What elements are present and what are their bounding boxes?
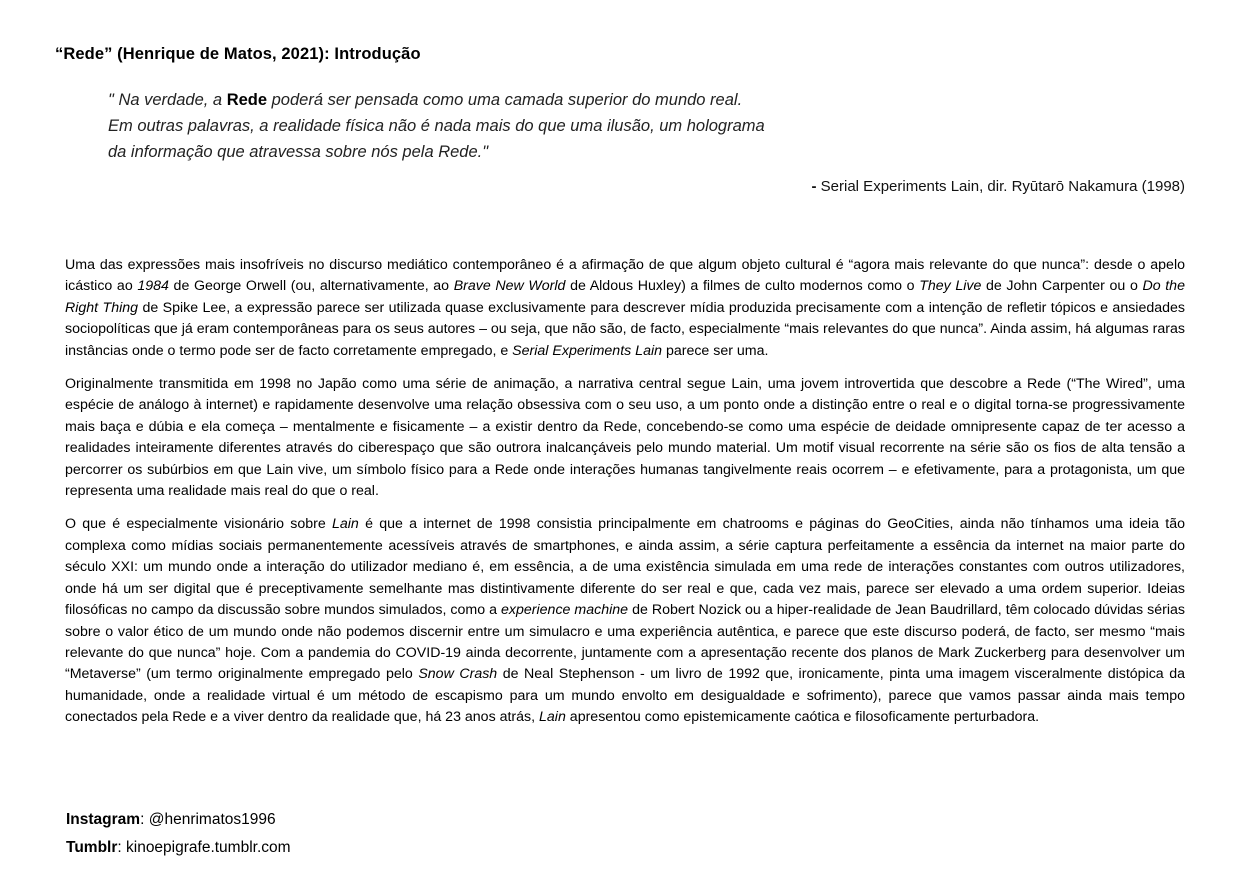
- quote-attribution: [812, 178, 1186, 195]
- italic-title: Do the Right Thing: [65, 278, 1185, 316]
- attribution-text: Serial Experiments Lain, dir. Ryūtarō Nakamura (1998): [816, 178, 1185, 195]
- text-run: de Spike Lee, a expressão parece ser utilizada quase exclusivamente para descrever mídia produzida precisamente com a intenção de refletir tópicos e ansiedades sociopolíticas que já eram contemporâneas para os seus autores – ou seja, que não são, de facto, especialmente “mais relevantes do que nunca”. Ainda assim, há algumas raras instâncias onde o termo pode ser de facto corretamente empregado, e: [65, 299, 1185, 359]
- quote-line-3: da informação que atravessa sobre nós pela Rede.": [108, 143, 489, 161]
- tumblr-separator: :: [117, 839, 126, 856]
- article-body: [65, 255, 1185, 741]
- instagram-line: [66, 806, 291, 834]
- text-run: Uma das expressões mais insofríveis no discurso mediático contemporâneo é a afirmação de que algum objeto cultural é “agora mais relevante do que nunca”: desde o apelo icástico ao: [65, 257, 1185, 295]
- tumblr-label: Tumblr: [66, 839, 118, 856]
- text-run: apresentou como epistemicamente caótica e filosoficamente perturbadora.: [565, 709, 1040, 726]
- social-links: [66, 806, 291, 862]
- text-run: é que a internet de 1998 consistia principalmente em chatrooms e páginas do GeoCities, ainda não tínhamos uma ideia tão complexa como mídias sociais permanentemente acessíveis através de smartphones, e ainda assim, a série captura perfeitamente a essência da internet na maior parte do século XXI: um mundo onde a interação do utilizador mediano é, em essência, a de uma existência simulada em uma rede de interações constantes com outros utilizadores, onde há um ser digital que é preceptivamente semelhante mas distintivamente diferente do ser real e que, cada vez mais, parece ser elevado a uma ordem superior. Ideias filosóficas no campo da discussão sobre mundos simulados, como a: [65, 516, 1185, 619]
- text-run: de George Orwell (ou, alternativamente, ao: [168, 278, 454, 295]
- quote-line-1: [108, 87, 868, 113]
- instagram-handle: @henrimatos1996: [148, 811, 276, 828]
- tumblr-url: kinoepigrafe.tumblr.com: [126, 839, 291, 856]
- quote-line-1-end: poderá ser pensada como uma camada superior do mundo real.: [267, 91, 743, 109]
- italic-title: Snow Crash: [418, 666, 498, 683]
- epigraph-quote: [108, 87, 868, 165]
- paragraph-2: Originalmente transmitida em 1998 no Japão como uma série de animação, a narrativa central segue Lain, uma jovem introvertida que descobre a Rede (“The Wired”, uma espécie de análogo à internet) e rapidamente desenvolve uma relação obsessiva com o seu uso, a um ponto onde a distinção entre o real e o digital torna-se progressivamente mais baça e dúbia e ela começa – mentalmente e fisicamente – a existir dentro da Rede, concebendo-se como uma espécie de deidade omnipresente capaz de ter acesso a realidades inteiramente diferentes através do ciberespaço que são outrora inalcançáveis pelo mundo material. Um motif visual recorrente na série são os fios de alta tensão a percorrer os subúrbios em que Lain vive, um símbolo físico para a Rede onde interações humanas tangivelmente reais ocorrem – e efetivamente, para a protagonista, um que representa uma realidade mais real do que o real.: [65, 376, 1185, 500]
- italic-title: They Live: [919, 278, 982, 295]
- instagram-label: Instagram: [66, 811, 141, 828]
- text-run: O que é especialmente visionário sobre: [65, 516, 332, 533]
- quote-emphasis: Rede: [226, 91, 268, 109]
- quote-line-1-start: " Na verdade, a: [108, 91, 227, 109]
- text-run: de Robert Nozick ou a hiper-realidade de Jean Baudrillard, têm colocado dúvidas sérias sobre o valor ético de um mundo onde não podemos discernir entre um simulacro e uma experiência autêntica, e parece que este discurso poderá, de facto, ser mesmo “mais relevante do que nunca” hoje. Com a pandemia do COVID-19 ainda decorrente, juntamente com a apresentação recente dos planos de Mark Zuckerberg para desenvolver um “Metaverse” (um termo originalmente empregado pelo: [65, 602, 1185, 683]
- italic-title: Lain: [332, 516, 359, 533]
- text-run: parece ser uma.: [662, 342, 769, 359]
- italic-title: Serial Experiments Lain: [512, 342, 662, 359]
- italic-title: Brave New World: [453, 278, 566, 295]
- text-run: de Neal Stephenson - um livro de 1992 que, ironicamente, pinta uma imagem visceralmente distópica da humanidade, onde a realidade virtual é um método de escapismo para um mundo envolto em desigualdade e sofrimento), parece que vamos passar ainda mais tempo conectados pela Rede e a viver dentro da realidade que, há 23 anos atrás,: [65, 666, 1186, 726]
- tumblr-line: [66, 834, 291, 862]
- italic-title: experience machine: [501, 602, 629, 619]
- text-run: de John Carpenter ou o: [981, 278, 1143, 295]
- text-run: de Aldous Huxley) a filmes de culto modernos como o: [565, 278, 920, 295]
- italic-title: Lain: [539, 709, 566, 726]
- page-title: “Rede” (Henrique de Matos, 2021): Introdução: [55, 45, 421, 63]
- italic-title: 1984: [137, 278, 169, 295]
- paragraph-3: [65, 514, 1185, 728]
- paragraph-1: [65, 255, 1185, 362]
- quote-line-2: Em outras palavras, a realidade física não é nada mais do que uma ilusão, um holograma: [108, 117, 765, 135]
- instagram-separator: :: [140, 811, 149, 828]
- attribution-dash: -: [811, 178, 817, 195]
